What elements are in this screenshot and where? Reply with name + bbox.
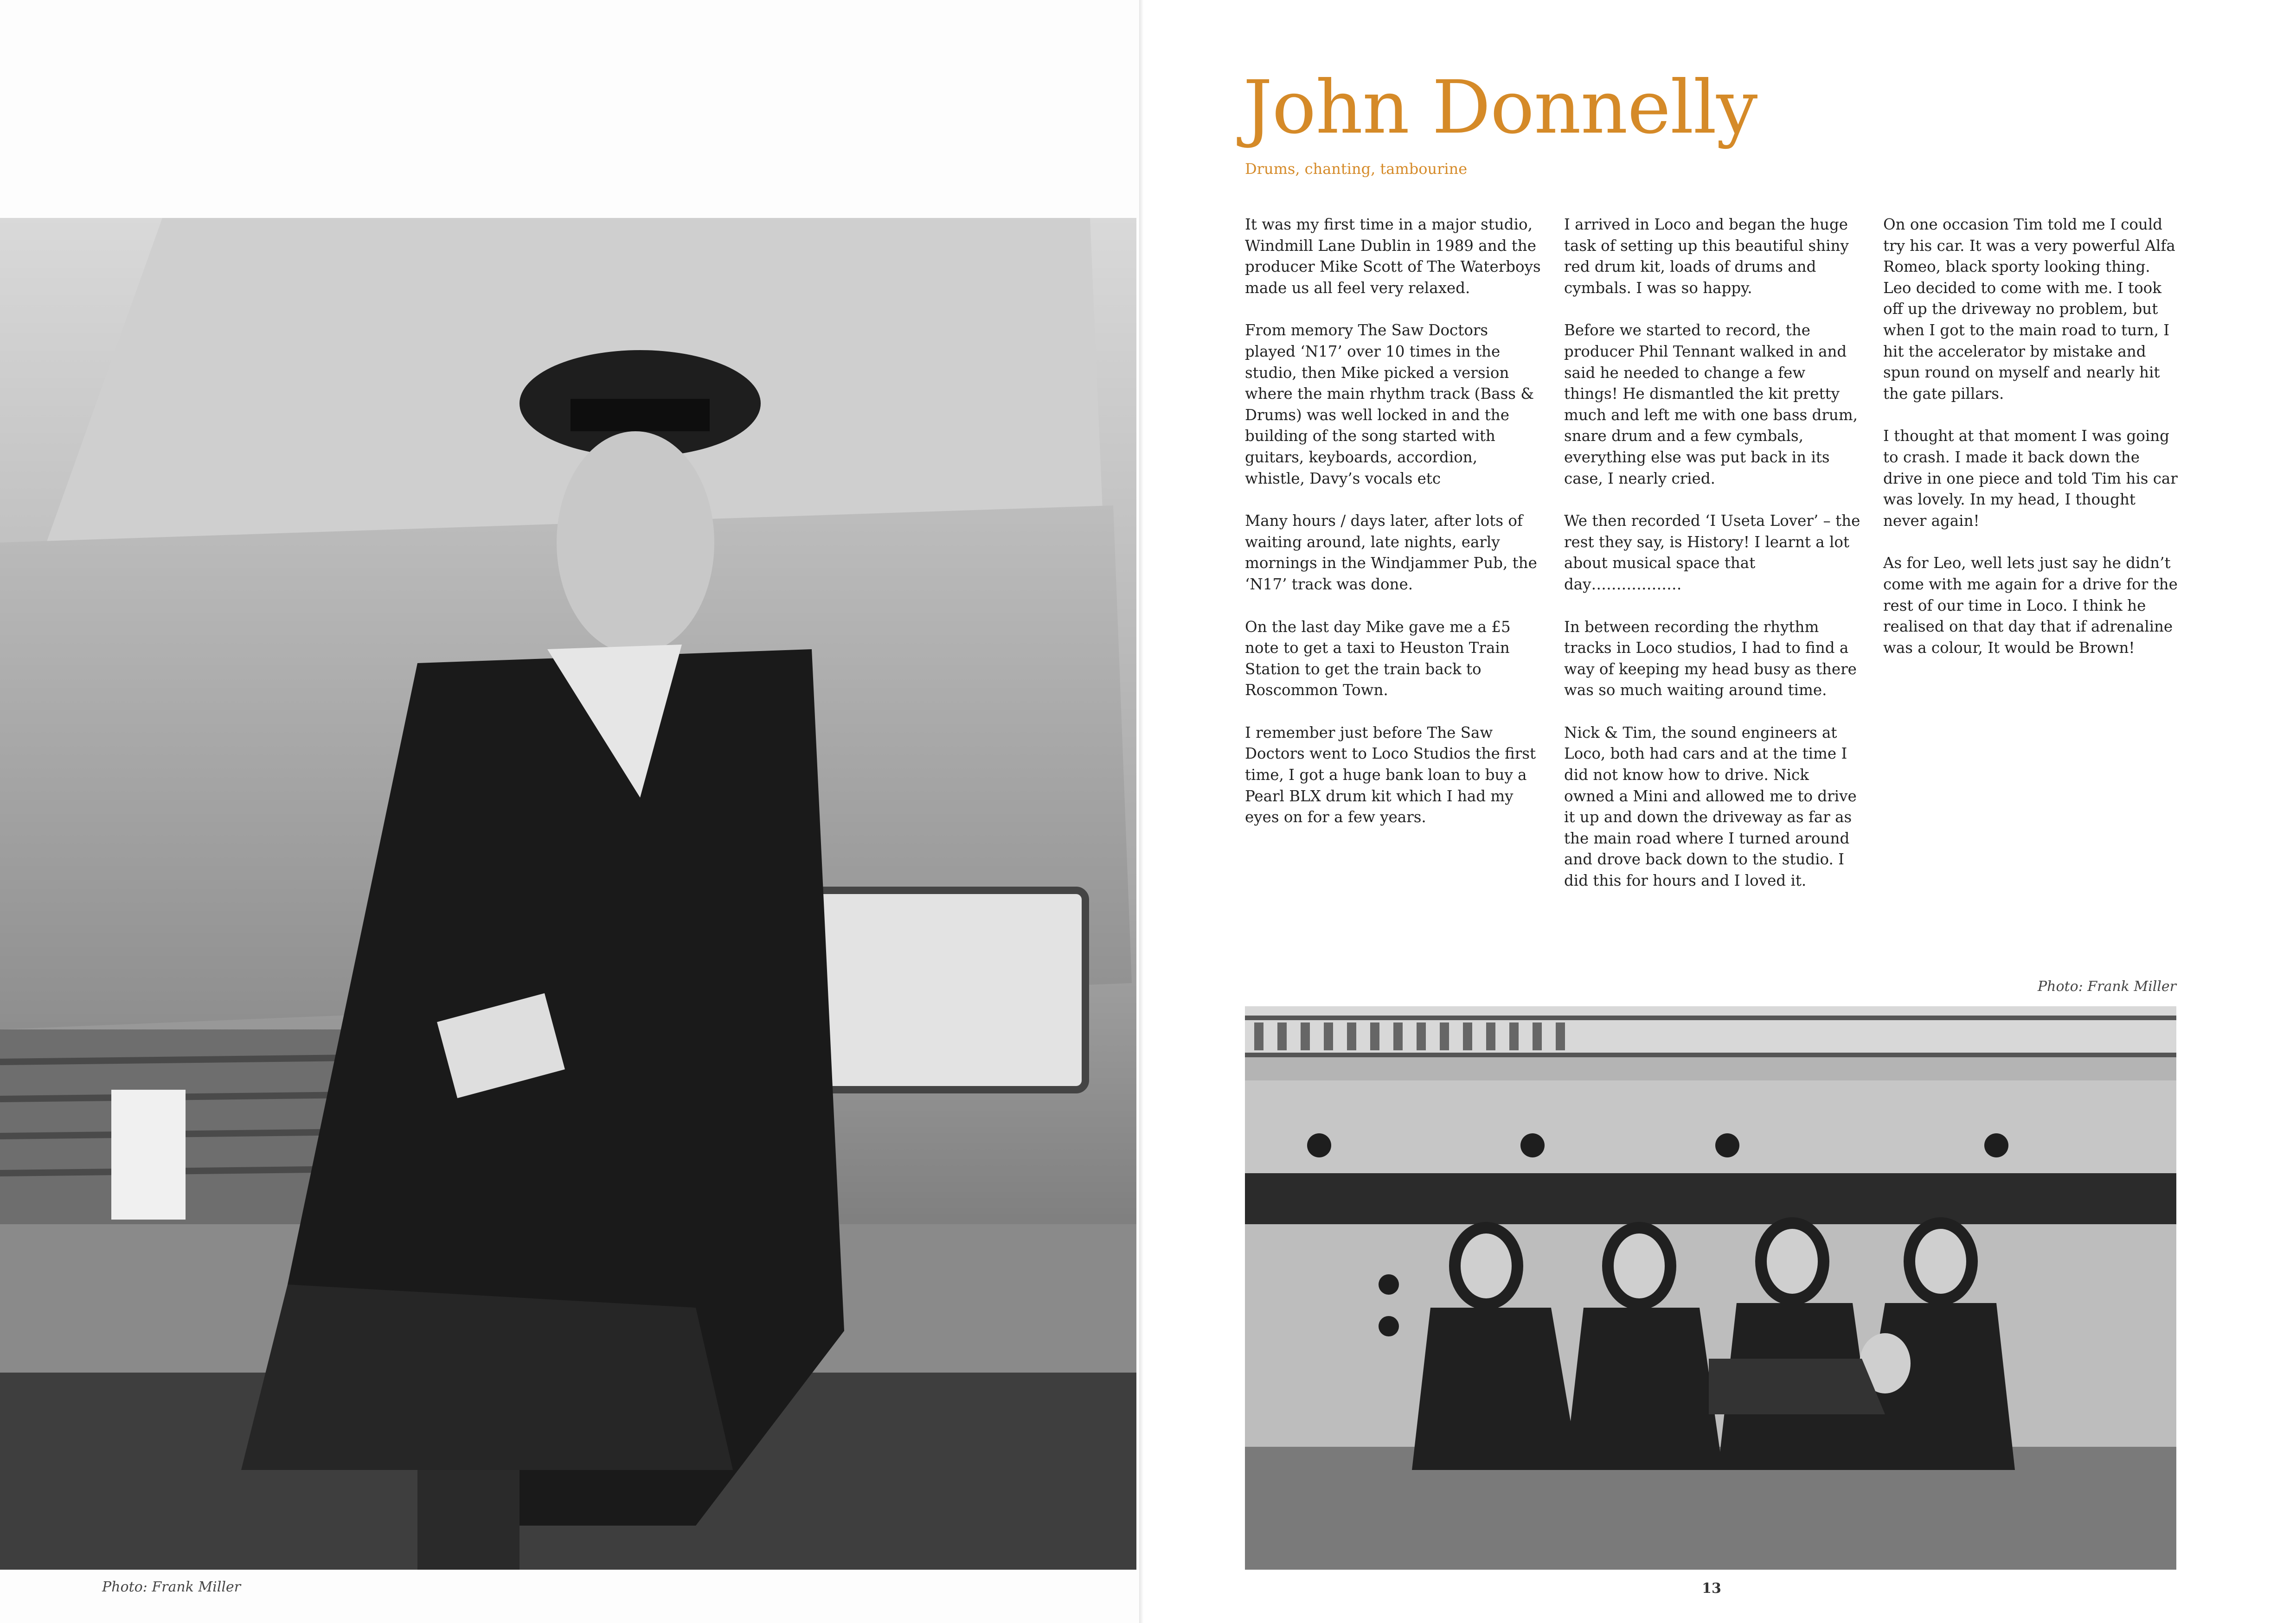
- paragraph: I remember just before The Saw Doctors went to Loco Studios the first time, I got a huge bank loan to buy a Pearl BLX drum kit which I had my eyes on for a few years.: [1245, 723, 1536, 826]
- paragraph: Before we started to record, the producer Phil Tennant walked in and said he needed to change a few things! He dismantled the kit pretty much and left me with one bass drum, snare drum and a few cymbals, everything else was put back in its case, I nearly cried.: [1564, 321, 1858, 487]
- left-page: [0, 0, 1141, 1623]
- paragraph: On one occasion Tim told me I could try his car. It was a very powerful Alfa Romeo, black sporty looking thing. Leo decided to come with me. I took off up the driveway no problem, but when I got to the main road to turn, I hit the accelerator by mistake and spun round on myself and nearly hit the gate pillars.: [1883, 216, 2175, 403]
- photo-caption-right: Photo: Frank Miller: [2037, 978, 2176, 995]
- article-title: John Donnelly: [1243, 65, 1757, 150]
- paragraph: As for Leo, well lets just say he didn’t come with me again for a drive for the rest of our time in Loco. I think he realised on that day that if adrenaline was a colour, It would be Brown!: [1883, 554, 2178, 657]
- photo-band-group: [1245, 1006, 2176, 1570]
- text-column-2: [1564, 214, 1861, 913]
- paragraph: We then recorded ‘I Useta Lover’ – the rest they say, is History! I learnt a lot about musical space that day………………: [1564, 512, 1860, 593]
- paragraph: Many hours / days later, after lots of waiting around, late nights, early mornings in the Windjammer Pub, the ‘N17’ track was done.: [1245, 512, 1537, 593]
- paragraph: Nick & Tim, the sound engineers at Loco, both had cars and at the time I did not know how to drive. Nick owned a Mini and allowed me to drive it up and down the driveway as far as the main road where I turned around and drove back down to the studio. I did this for hours and I loved it.: [1564, 723, 1857, 890]
- paragraph: From memory The Saw Doctors played ‘N17’ over 10 times in the studio, then Mike picked a version where the main rhythm track (Bass & Drums) was well locked in and the building of the song started with guitars, keyboards, accordion, whistle, Davy’s vocals etc: [1245, 321, 1534, 487]
- paragraph: It was my first time in a major studio, Windmill Lane Dublin in 1989 and the producer Mike Scott of The Waterboys made us all feel very relaxed.: [1245, 216, 1541, 297]
- paragraph: I thought at that moment I was going to crash. I made it back down the drive in one piece and told Tim his car was lovely. In my head, I thought never again!: [1883, 427, 2178, 530]
- paragraph: On the last day Mike gave me a £5 note to get a taxi to Heuston Train Station to get the train back to Roscommon Town.: [1245, 618, 1511, 699]
- text-column-3: [1883, 214, 2180, 680]
- article-subtitle: Drums, chanting, tambourine: [1245, 160, 1468, 178]
- spine-divider: [1139, 0, 1144, 1623]
- page-number: 13: [1702, 1580, 1721, 1597]
- photo-policeman-van: [0, 218, 1136, 1570]
- paragraph: I arrived in Loco and began the huge task of setting up this beautiful shiny red drum kit, loads of drums and cymbals. I was so happy.: [1564, 216, 1849, 297]
- photo-caption-left: Photo: Frank Miller: [102, 1579, 241, 1595]
- text-column-1: [1245, 214, 1542, 850]
- paragraph: In between recording the rhythm tracks in Loco studios, I had to find a way of keeping my head busy as there was so much waiting around time.: [1564, 618, 1857, 699]
